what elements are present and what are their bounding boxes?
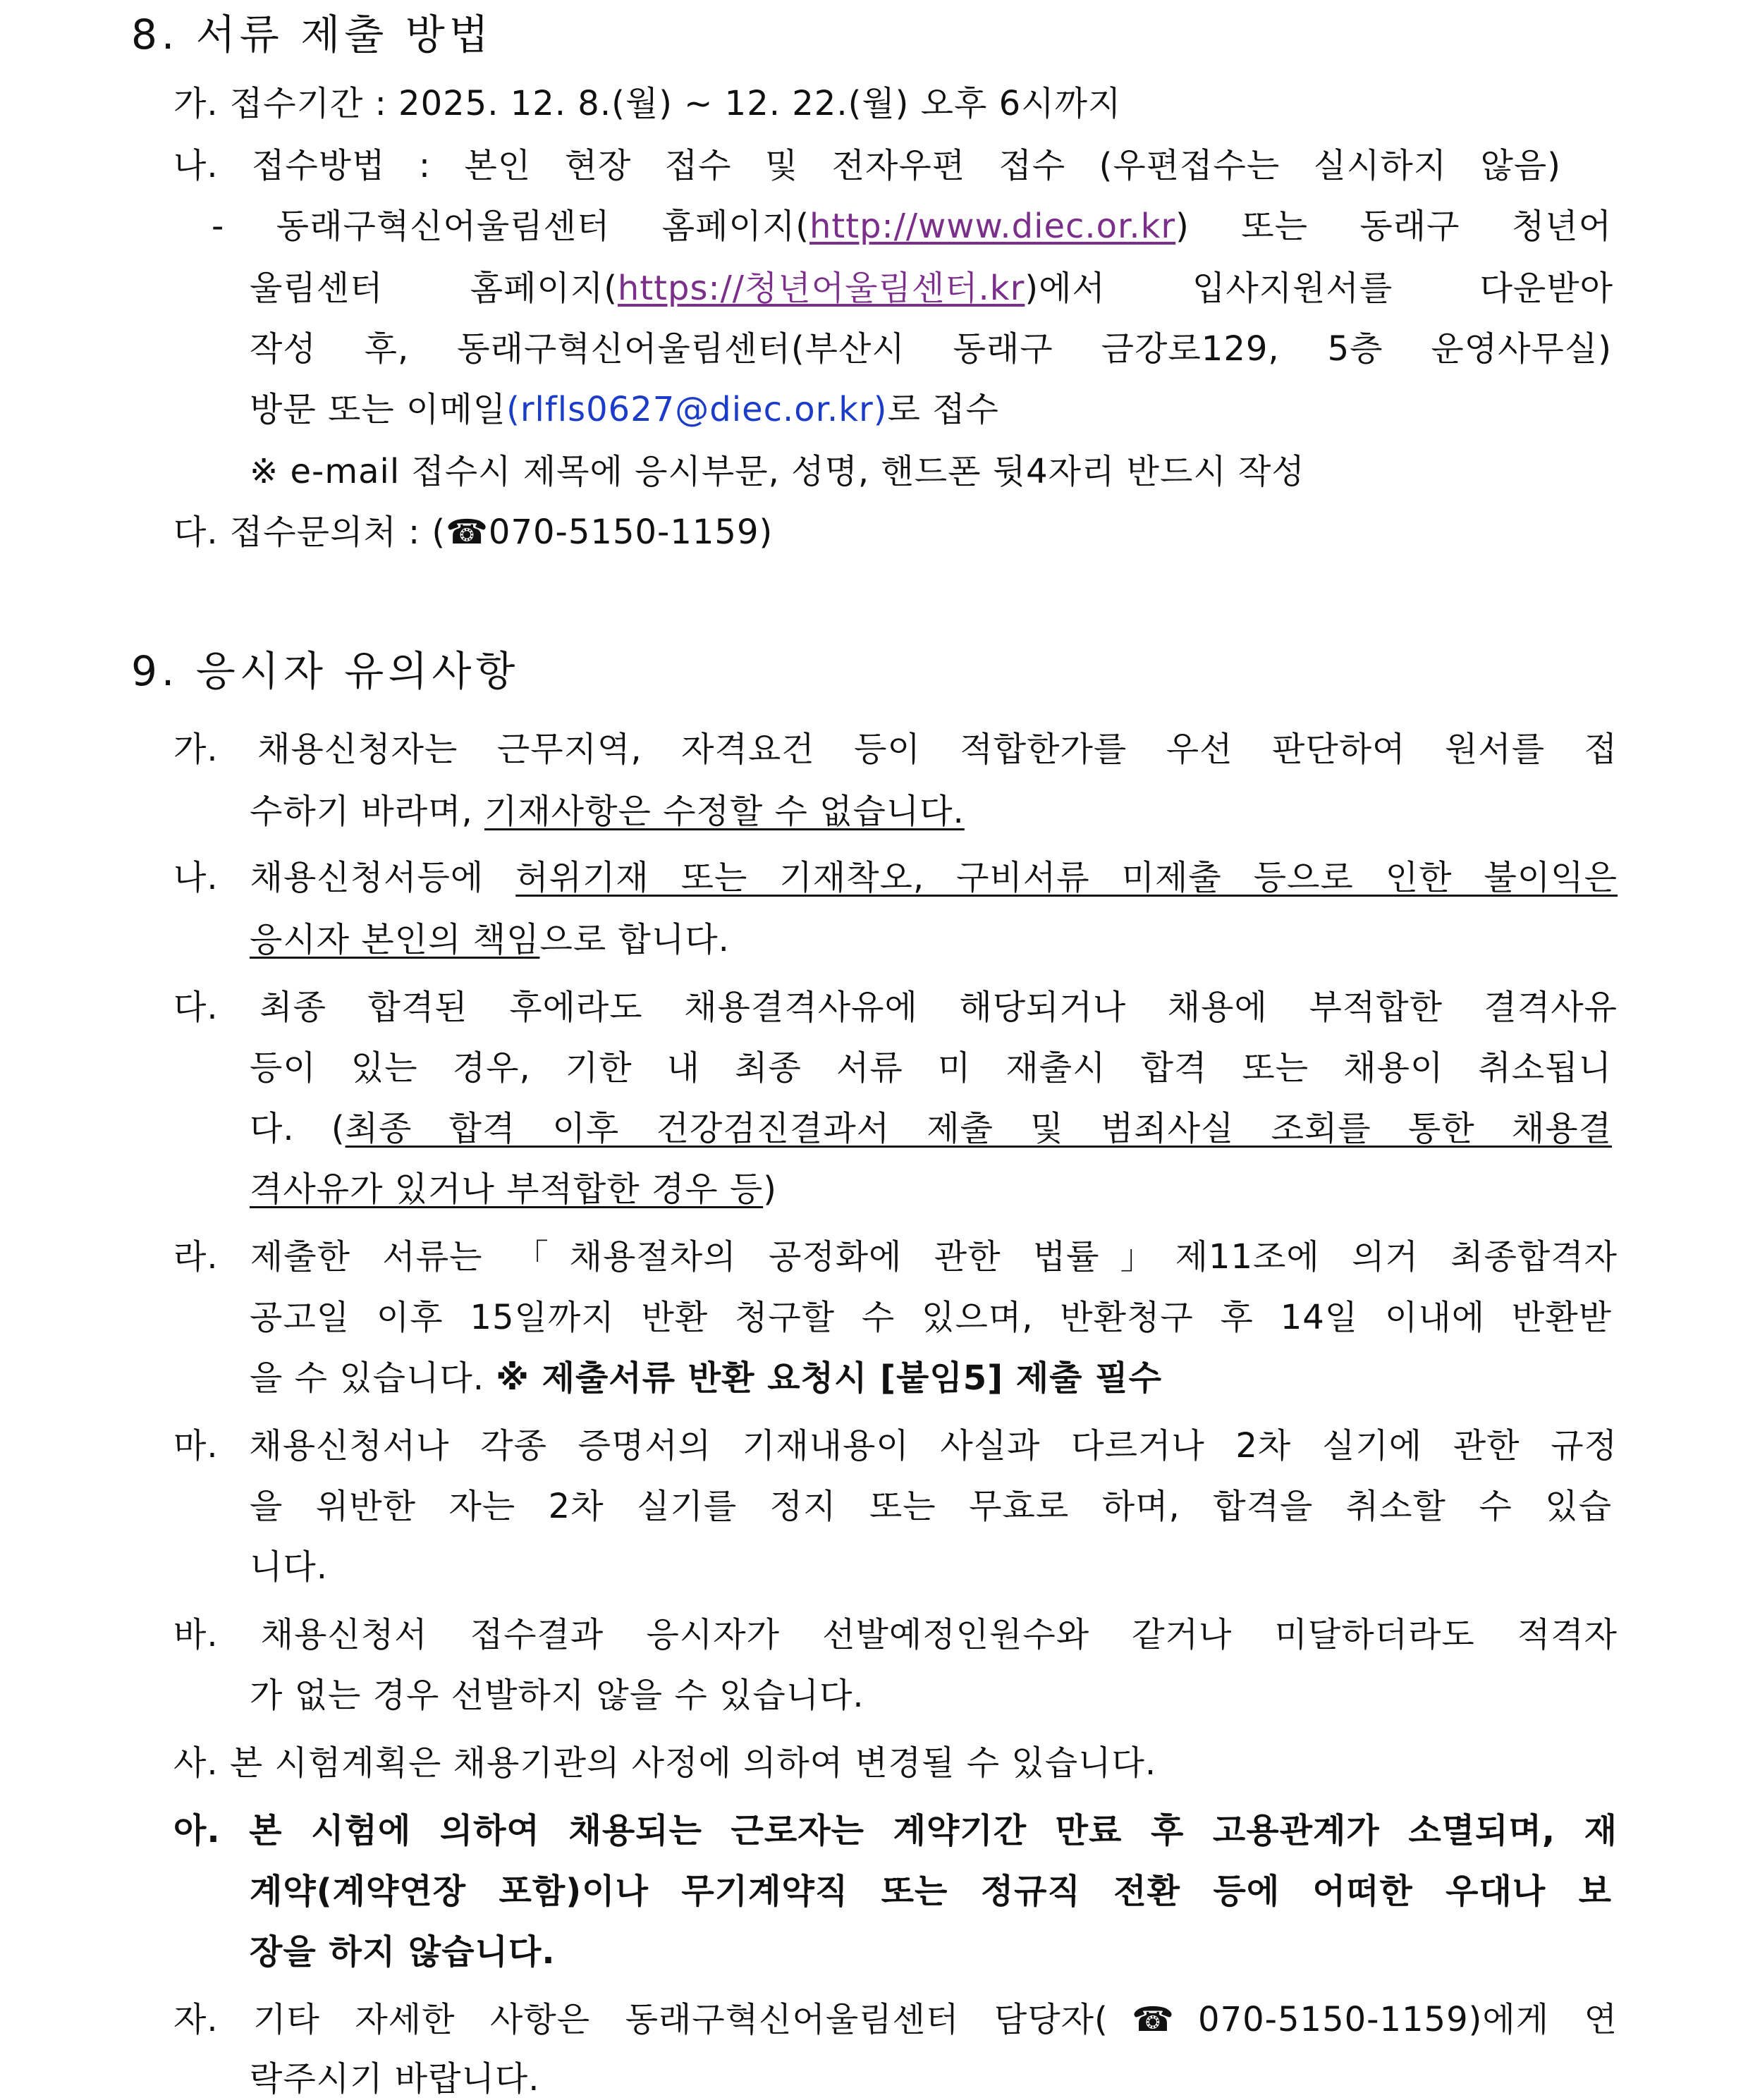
s9-ra-line-2: 공고일 이후 15일까지 반환 청구할 수 있으며, 반환청구 후 14일 이내에 반환받	[250, 1298, 1612, 1337]
s9-ga2-underlined: 기재사항은 수정할 수 없습니다.	[484, 792, 965, 831]
s8-dash-text-b: ) 또는 동래구 청년어	[1175, 207, 1612, 246]
s9-a-line-1: 아. 본 시험에 의하여 채용되는 근로자는 계약기간 만료 후 고용관계가 소멸되며, 재	[173, 1811, 1618, 1850]
s9-ga2-text: 수하기 바라며,	[250, 792, 484, 831]
s8-line4-text-b: 로 접수	[887, 390, 999, 429]
s8-line2-text-b: )에서 입사지원서를 다운받아	[1025, 269, 1613, 308]
s9-a-line-2: 계약(계약연장 포함)이나 무기계약직 또는 정규직 전환 등에 어떠한 우대나 보	[250, 1872, 1612, 1911]
s9-ga-line-1: 가. 채용신청자는 근무지역, 자격요건 등이 적합한가를 우선 판단하여 원서를 접	[173, 730, 1618, 769]
s8-item-na: 나. 접수방법 : 본인 현장 접수 및 전자우편 접수 (우편접수는 실시하지 않음)	[173, 146, 1561, 185]
s8-note: ※ e-mail 접수시 제목에 응시부문, 성명, 핸드폰 뒷4자리 반드시 작성	[250, 452, 1305, 491]
s9-ra3-bold: ※ 제출서류 반환 요청시 [붙임5] 제출 필수	[496, 1358, 1162, 1398]
s9-ga-line-2	[250, 784, 965, 833]
s9-na2-text: 으로 합니다.	[539, 920, 730, 959]
s9-ma-line-3: 니다.	[250, 1547, 328, 1587]
s9-da-line-1: 다. 최종 합격된 후에라도 채용결격사유에 해당되거나 채용에 부적합한 결격사유	[173, 988, 1618, 1027]
s8-item-ga: 가. 접수기간 : 2025. 12. 8.(월) ~ 12. 22.(월) 오후 6시까지	[173, 84, 1122, 123]
s8-dash-line-2	[250, 261, 1613, 309]
s8-dash-line-3: 작성 후, 동래구혁신어울림센터(부산시 동래구 금강로129, 5층 운영사무실)	[250, 329, 1612, 369]
s9-ma-line-2: 을 위반한 자는 2차 실기를 정지 또는 무효로 하며, 합격을 취소할 수 있습	[250, 1487, 1612, 1526]
s9-da-line-2: 등이 있는 경우, 기한 내 최종 서류 미 재출시 합격 또는 채용이 취소됩니	[250, 1048, 1612, 1088]
s8-dash-text-a: - 동래구혁신어울림센터 홈페이지(	[212, 207, 809, 246]
section-8-title: 8. 서류 제출 방법	[131, 11, 493, 59]
s8-line2-text-a: 울림센터 홈페이지(	[250, 269, 618, 308]
s9-na1-text: 나. 채용신청서등에	[173, 858, 516, 897]
s9-da-line-3	[250, 1101, 1612, 1150]
s9-ma-line-1: 마. 채용신청서나 각종 증명서의 기재내용이 사실과 다르거나 2차 실기에 관한 규정	[173, 1426, 1618, 1466]
section-9-title: 9. 응시자 유의사항	[131, 647, 520, 695]
s9-da3-underlined: 최종 합격 이후 건강검진결과서 제출 및 범죄사실 조회를 통한 채용결	[345, 1109, 1612, 1148]
s9-na2-underlined: 응시자 본인의 책임	[250, 920, 540, 959]
s8-line4-text-a: 방문 또는 이메일	[250, 390, 507, 429]
s9-ba-line-2: 가 없는 경우 선발하지 않을 수 있습니다.	[250, 1676, 864, 1715]
s8-item-da: 다. 접수문의처 : (☎070-5150-1159)	[173, 512, 774, 552]
email-link[interactable]: (rlfls0627@diec.or.kr)	[506, 390, 888, 429]
s9-da4-text: )	[763, 1169, 777, 1209]
s9-a-line-3: 장을 하지 않습니다.	[250, 1932, 556, 1972]
s9-da-line-4	[250, 1162, 777, 1210]
s8-dash-line-4	[250, 382, 999, 431]
homepage-link-1[interactable]: http://www.diec.or.kr	[809, 207, 1176, 246]
homepage-link-2[interactable]: https://청년어울림센터.kr	[617, 269, 1025, 308]
s9-ja-line-2: 락주시기 바랍니다.	[250, 2059, 540, 2099]
s9-na-line-1	[173, 850, 1618, 899]
s9-da3-text: 다. (	[250, 1109, 346, 1148]
s9-na-line-2	[250, 912, 730, 961]
s9-ba-line-1: 바. 채용신청서 접수결과 응시자가 선발예정인원수와 같거나 미달하더라도 적격자	[173, 1615, 1618, 1654]
s9-ra-line-3	[250, 1351, 1162, 1399]
s9-ra3-text: 을 수 있습니다.	[250, 1358, 496, 1398]
s9-ra-line-1: 라. 제출한 서류는 「채용절차의 공정화에 관한 법률」제11조에 의거 최종합격자	[173, 1237, 1618, 1277]
s9-sa-line-1: 사. 본 시험계획은 채용기관의 사정에 의하여 변경될 수 있습니다.	[173, 1743, 1157, 1783]
s8-dash-line-1	[212, 199, 1612, 247]
s9-da4-underlined: 격사유가 있거나 부적합한 경우 등	[250, 1169, 764, 1209]
s9-ja-line-1: 자. 기타 자세한 사항은 동래구혁신어울림센터 담당자(☎070-5150-1159)에게 연	[173, 2000, 1618, 2039]
s9-na1-underlined: 허위기재 또는 기재착오, 구비서류 미제출 등으로 인한 불이익은	[515, 858, 1618, 897]
